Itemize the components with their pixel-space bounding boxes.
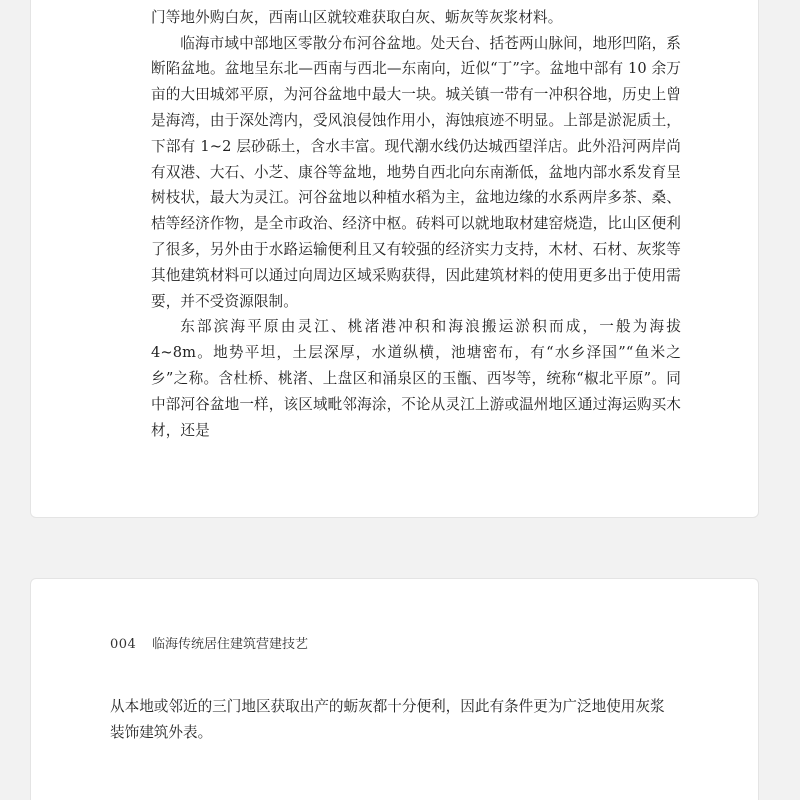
book-page-003 (30, 0, 759, 518)
running-header (110, 633, 308, 652)
book-page-004 (30, 578, 759, 800)
paragraph-1: 从本地或邻近的三门地区获取出产的蛎灰都十分便利，因此有条件更为广泛地使用灰浆装饰建筑外表。 (110, 698, 665, 741)
page-number: 004 (110, 637, 137, 652)
scrollbar-track[interactable] (790, 0, 800, 800)
paragraph-2: 临海市域中部地区零散分布河谷盆地。处天台、括苍两山脉间，地形凹陷，系断陷盆地。盆地呈东北—西南与西北—东南向，近似“丁”字。盆地中部有 10 余万亩的大田城郊平原，为河谷盆地中最大一块。城关镇一带有一冲积谷地，历史上曾是海湾，由于深处湾内，受风浪侵蚀作用小，海蚀痕迹不明显。上部是淤泥质土，下部有 1~2 层砂砾土，含水丰富。现代潮水线仍达城西望洋店。此外沿河两岸尚有双港、大石、小芝、康谷等盆地，地势自西北向东南渐低，盆地内部水系发育呈树枝状，最大为灵江。河谷盆地以种植水稻为主，盆地边缘的水系两岸多茶、桑、桔等经济作物，是全市政治、经济中枢。砖料可以就地取材建窑烧造，比山区便利了很多，另外由于水路运输便利且又有较强的经济实力支持，木材、石材、灰浆等其他建筑材料可以通过向周边区域采购获得，因此建筑材料的使用更多出于使用需要，并不受资源限制。 (151, 34, 681, 310)
running-title: 临海传统居住建筑营建技艺 (152, 637, 309, 652)
paragraph-3: 东部滨海平原由灵江、桃渚港冲积和海浪搬运淤积而成，一般为海拔 4~8m。地势平坦，土层深厚，水道纵横，池塘密布，有“水乡泽国”“鱼米之乡”之称。含杜桥、桃渚、上盘区和涌泉区的玉甑、西岑等，统称“椒北平原”。同中部河谷盆地一样，该区域毗邻海涂，不论从灵江上游或温州地区通过海运购买木材，还是 (151, 318, 681, 439)
page-body-text (151, 0, 681, 443)
page-body-text (110, 694, 670, 746)
paragraph-1: 门等地外购白灰，西南山区就较难获取白灰、蛎灰等灰浆材料。 (151, 8, 563, 26)
